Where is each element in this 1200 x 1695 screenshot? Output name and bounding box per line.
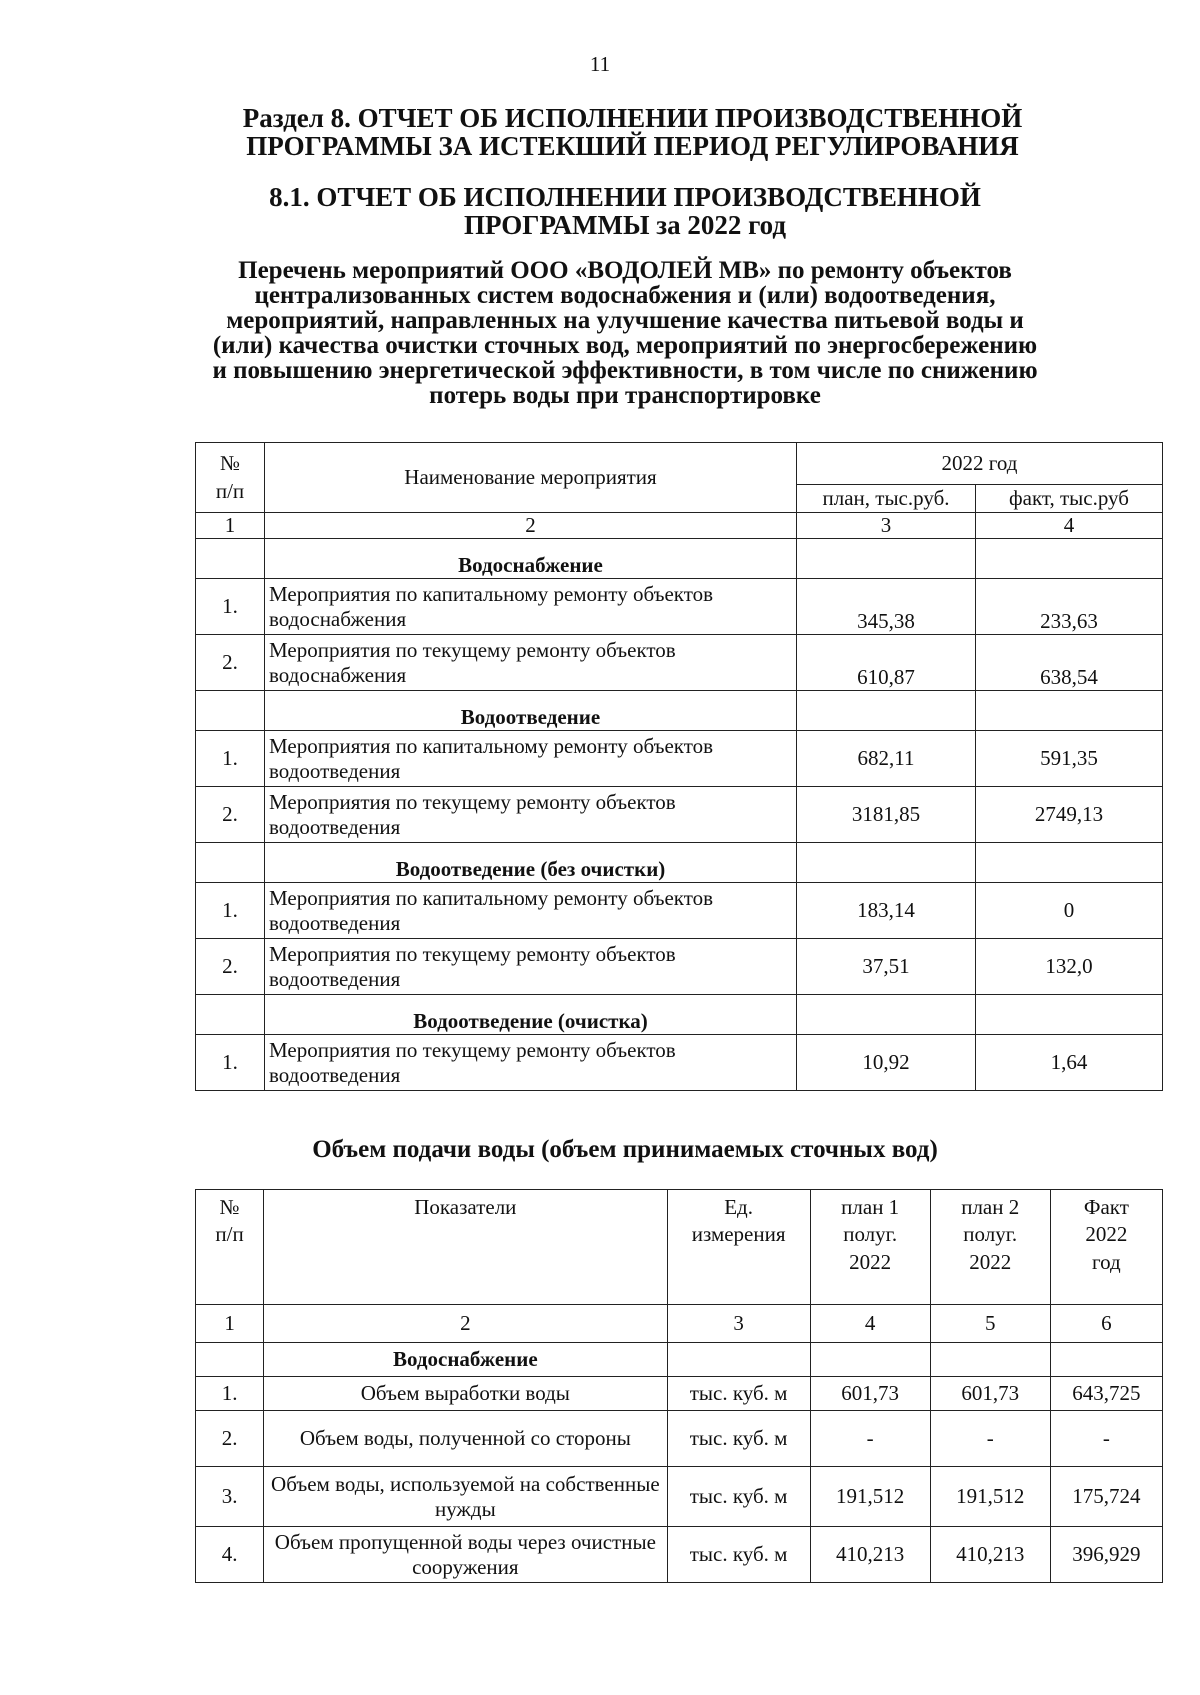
- list-title: [0, 258, 1200, 408]
- row-unit: тыс. куб. м: [667, 1527, 810, 1583]
- row-num: 1.: [196, 883, 265, 939]
- water-volume-table: [195, 1189, 1163, 1583]
- row-plan-h2: 191,512: [930, 1467, 1050, 1527]
- section-heading: Водоотведение (очистка): [265, 995, 797, 1035]
- row-plan: 610,87: [797, 635, 976, 691]
- row-fact: 638,54: [976, 635, 1163, 691]
- list-title-line: Перечень мероприятий ООО «ВОДОЛЕЙ МВ» по ремонту объектов: [238, 257, 1012, 284]
- row-plan: 183,14: [797, 883, 976, 939]
- col-head-plan: план, тыс.руб.: [797, 485, 976, 513]
- col-number: 1: [196, 513, 265, 539]
- row-fact: 132,0: [976, 939, 1163, 995]
- section-heading: Водоснабжение: [264, 1343, 667, 1377]
- row-plan-h1: 191,512: [810, 1467, 930, 1527]
- row-num: 4.: [196, 1527, 264, 1583]
- col-head-plan-h1: план 1 полуг. 2022: [810, 1190, 930, 1305]
- row-name: Мероприятия по текущему ремонту объектов водоотведения: [265, 1035, 797, 1091]
- row-fact: -: [1050, 1411, 1162, 1467]
- measures-table: [195, 442, 1163, 1091]
- list-title-line: потерь воды при транспортировке: [429, 382, 821, 409]
- col-head-name: Наименование мероприятия: [265, 443, 797, 513]
- section-num-cell: [196, 995, 265, 1035]
- subsection-title-line: 8.1. ОТЧЕТ ОБ ИСПОЛНЕНИИ ПРОИЗВОДСТВЕННОЙ: [269, 182, 981, 212]
- row-num: 1.: [196, 731, 265, 787]
- col-head-fact: факт, тыс.руб: [976, 485, 1163, 513]
- row-num: 1.: [196, 1377, 264, 1411]
- row-indicator: Объем воды, полученной со стороны: [264, 1411, 667, 1467]
- row-indicator: Объем воды, используемой на собственные нужды: [264, 1467, 667, 1527]
- col-head-plan-h2: план 2 полуг. 2022: [930, 1190, 1050, 1305]
- col-head-fact: Факт 2022 год: [1050, 1190, 1162, 1305]
- volume-title: Объем подачи воды (объем принимаемых сточных вод): [312, 1136, 938, 1163]
- list-title-line: (или) качества очистки сточных вод, мероприятий по энергосбережению: [212, 332, 1038, 359]
- list-title-line: мероприятий, направленных на улучшение качества питьевой воды и: [226, 307, 1024, 334]
- row-plan: 37,51: [797, 939, 976, 995]
- section-plan-cell: [797, 691, 976, 731]
- section-fact-cell: [976, 539, 1163, 579]
- col-number: 2: [265, 513, 797, 539]
- col-number: 2: [264, 1305, 667, 1343]
- list-title-line: и повышению энергетической эффективности, в том числе по снижению: [212, 357, 1038, 384]
- section-plan-cell: [797, 539, 976, 579]
- section-plan-cell: [797, 843, 976, 883]
- row-name: Мероприятия по капитальному ремонту объектов водоотведения: [265, 731, 797, 787]
- row-unit: тыс. куб. м: [667, 1467, 810, 1527]
- section-num-cell: [196, 691, 265, 731]
- row-plan-h1: -: [810, 1411, 930, 1467]
- row-fact: 233,63: [976, 579, 1163, 635]
- col-head-num: № п/п: [196, 443, 265, 513]
- row-name: Мероприятия по капитальному ремонту объектов водоснабжения: [265, 579, 797, 635]
- section-num-cell: [196, 1343, 264, 1377]
- page-number: 11: [589, 52, 611, 76]
- row-plan: 10,92: [797, 1035, 976, 1091]
- subsection-title-line: ПРОГРАММЫ за 2022 год: [463, 210, 787, 241]
- row-fact: 0: [976, 883, 1163, 939]
- section-num-cell: [196, 843, 265, 883]
- col-number: 4: [976, 513, 1163, 539]
- row-plan-h2: -: [930, 1411, 1050, 1467]
- section-heading: Водоотведение: [265, 691, 797, 731]
- row-unit: тыс. куб. м: [667, 1411, 810, 1467]
- row-plan-h1: 601,73: [810, 1377, 930, 1411]
- row-name: Мероприятия по капитальному ремонту объектов водоотведения: [265, 883, 797, 939]
- row-indicator: Объем пропущенной воды через очистные сооружения: [264, 1527, 667, 1583]
- row-num: 1.: [196, 579, 265, 635]
- row-name: Мероприятия по текущему ремонту объектов водоотведения: [265, 939, 797, 995]
- section-heading: Водоотведение (без очистки): [265, 843, 797, 883]
- row-plan-h1: 410,213: [810, 1527, 930, 1583]
- row-indicator: Объем выработки воды: [264, 1377, 667, 1411]
- row-num: 2.: [196, 787, 265, 843]
- section-fact-cell: [976, 995, 1163, 1035]
- col-head-num: № п/п: [196, 1190, 264, 1305]
- col-number: 3: [667, 1305, 810, 1343]
- section-num-cell: [196, 539, 265, 579]
- row-name: Мероприятия по текущему ремонту объектов водоснабжения: [265, 635, 797, 691]
- row-plan: 682,11: [797, 731, 976, 787]
- section-cell: [930, 1343, 1050, 1377]
- col-head-year: 2022 год: [797, 443, 1163, 485]
- col-number: 1: [196, 1305, 264, 1343]
- col-number: 4: [810, 1305, 930, 1343]
- section-cell: [667, 1343, 810, 1377]
- section-plan-cell: [797, 995, 976, 1035]
- subsection-title: [0, 183, 1200, 240]
- row-fact: 396,929: [1050, 1527, 1162, 1583]
- section-heading: Водоснабжение: [265, 539, 797, 579]
- col-head-unit: Ед. измерения: [667, 1190, 810, 1305]
- row-num: 2.: [196, 939, 265, 995]
- row-plan: 345,38: [797, 579, 976, 635]
- row-fact: 175,724: [1050, 1467, 1162, 1527]
- row-plan: 3181,85: [797, 787, 976, 843]
- row-num: 2.: [196, 635, 265, 691]
- row-num: 3.: [196, 1467, 264, 1527]
- section-title-line: Раздел 8. ОТЧЕТ ОБ ИСПОЛНЕНИИ ПРОИЗВОДСТВЕННОЙ: [242, 103, 1023, 133]
- section-cell: [810, 1343, 930, 1377]
- col-number: 5: [930, 1305, 1050, 1343]
- row-fact: 2749,13: [976, 787, 1163, 843]
- row-fact: 1,64: [976, 1035, 1163, 1091]
- section-fact-cell: [976, 843, 1163, 883]
- row-num: 1.: [196, 1035, 265, 1091]
- list-title-line: централизованных систем водоснабжения и (или) водоотведения,: [254, 282, 996, 309]
- row-plan-h2: 601,73: [930, 1377, 1050, 1411]
- col-number: 6: [1050, 1305, 1162, 1343]
- section-fact-cell: [976, 691, 1163, 731]
- row-plan-h2: 410,213: [930, 1527, 1050, 1583]
- section-title-line: ПРОГРАММЫ ЗА ИСТЕКШИЙ ПЕРИОД РЕГУЛИРОВАНИЯ: [246, 131, 1019, 162]
- section-cell: [1050, 1343, 1162, 1377]
- row-name: Мероприятия по текущему ремонту объектов водоотведения: [265, 787, 797, 843]
- section-title: [0, 104, 1200, 161]
- col-number: 3: [797, 513, 976, 539]
- row-num: 2.: [196, 1411, 264, 1467]
- row-fact: 591,35: [976, 731, 1163, 787]
- col-head-indicator: Показатели: [264, 1190, 667, 1305]
- row-unit: тыс. куб. м: [667, 1377, 810, 1411]
- row-fact: 643,725: [1050, 1377, 1162, 1411]
